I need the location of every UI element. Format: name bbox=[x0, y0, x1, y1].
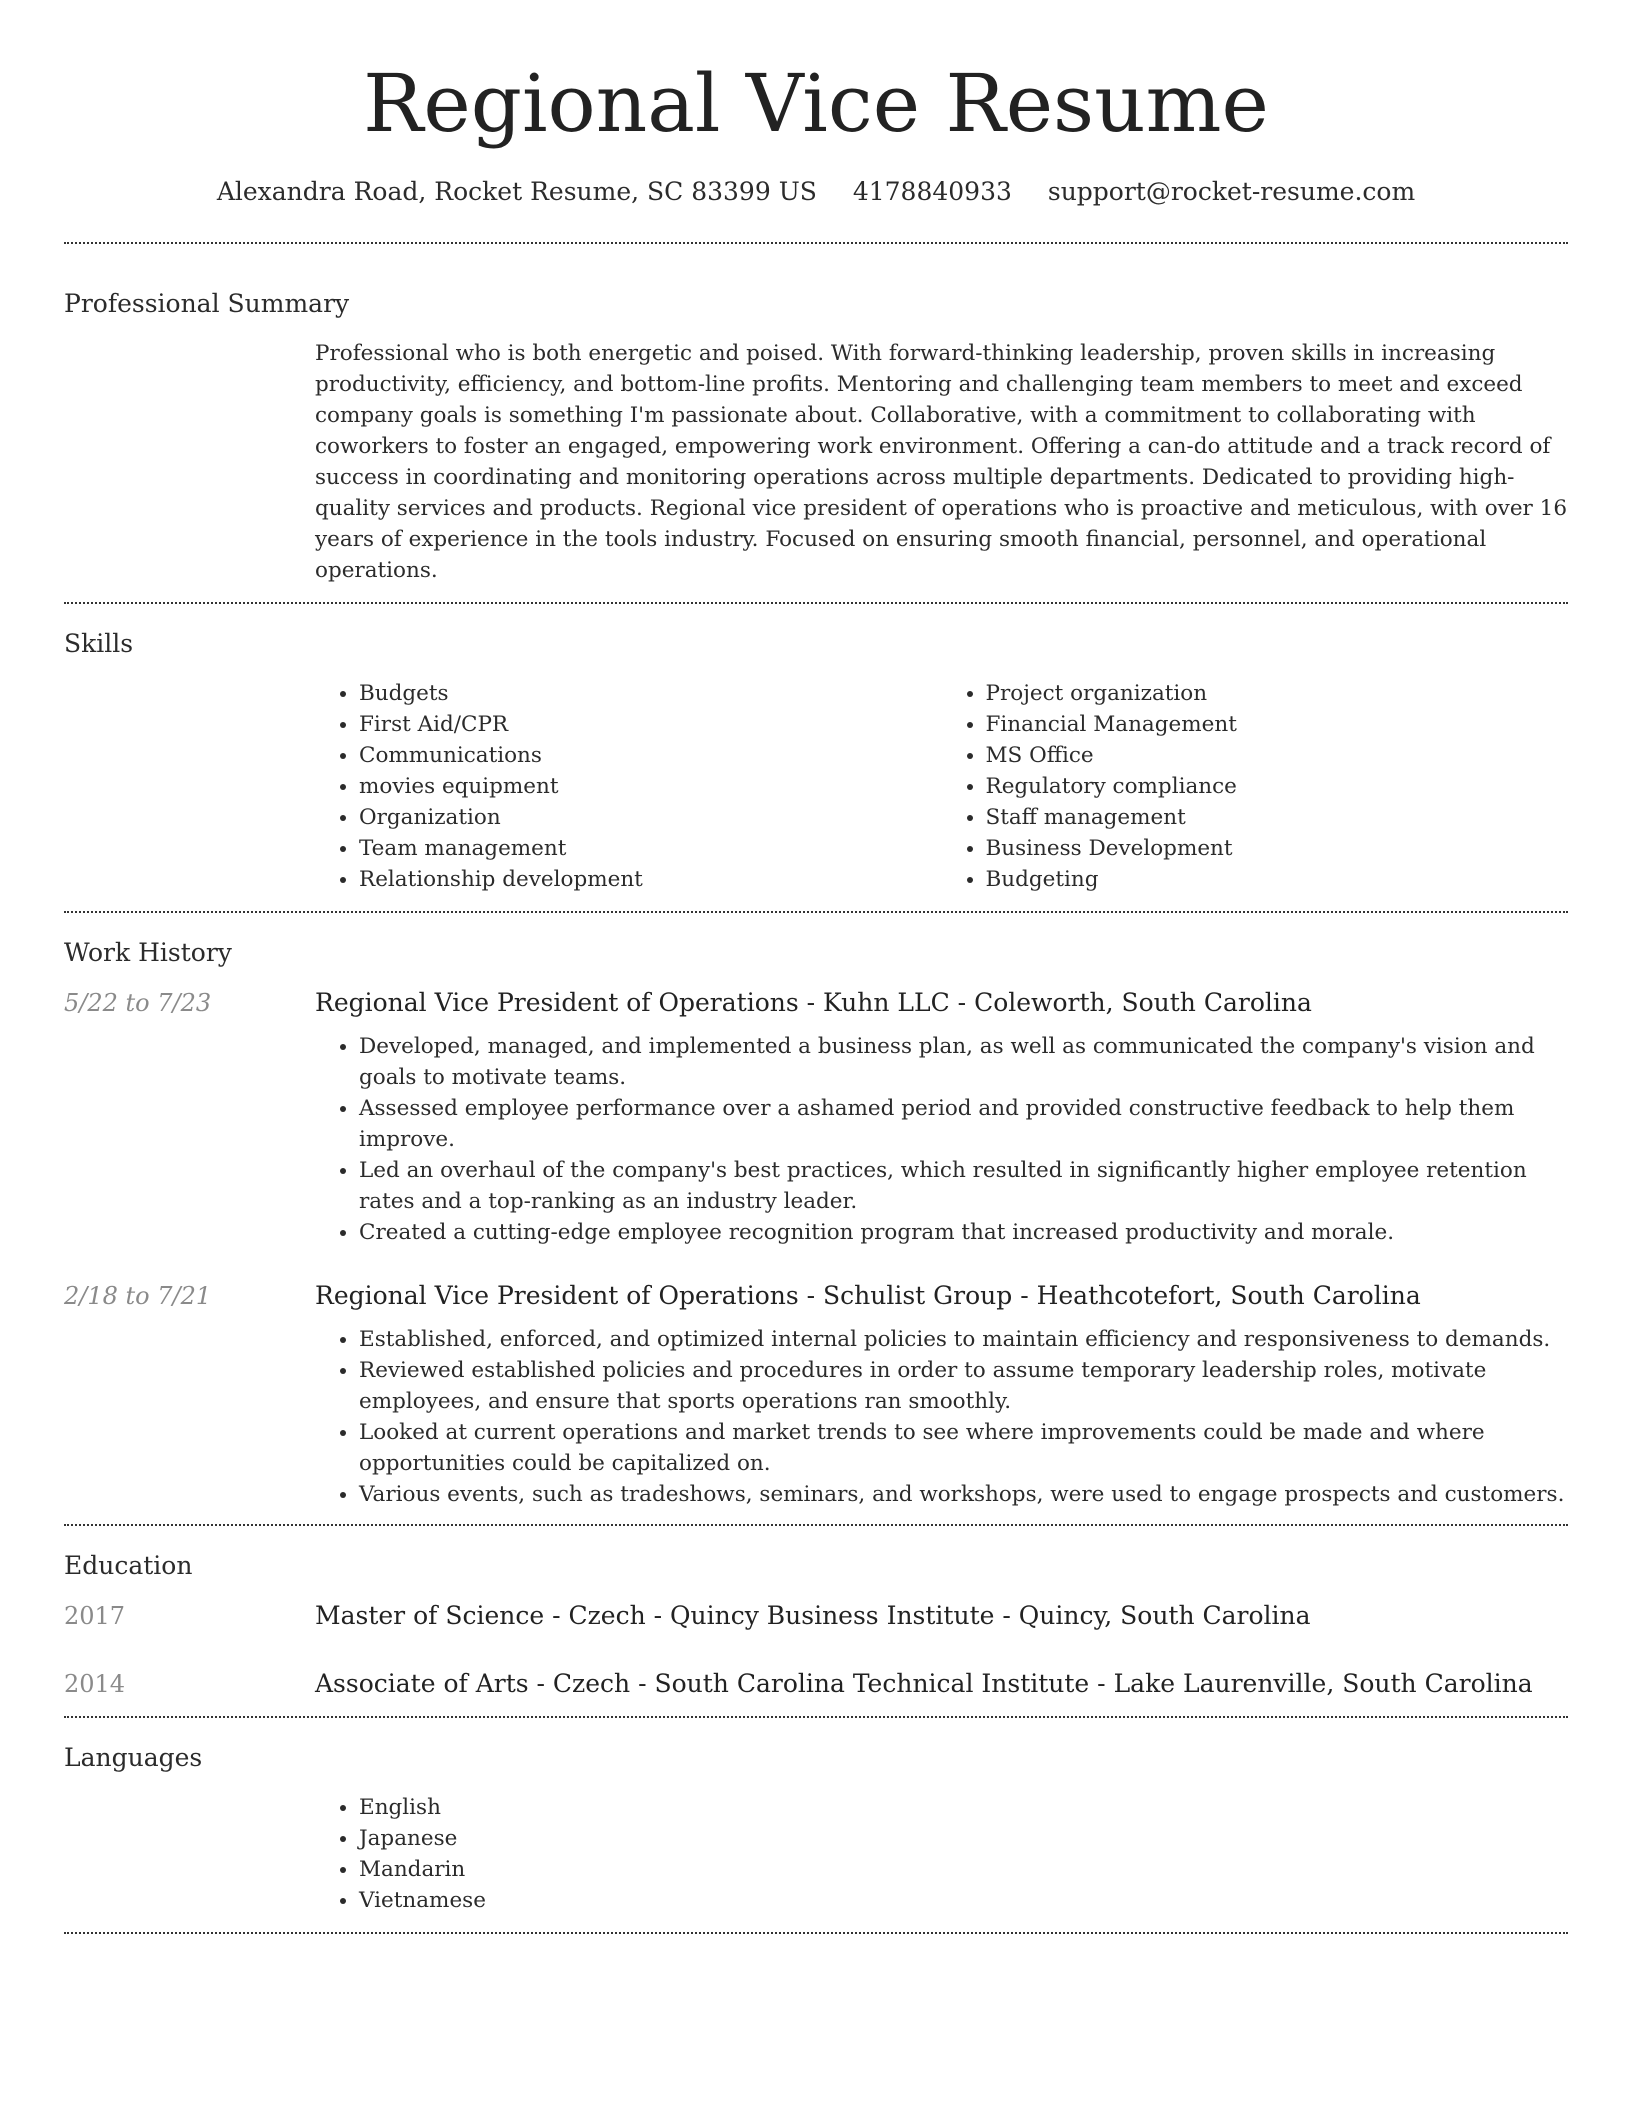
section-title-languages: Languages bbox=[64, 1743, 203, 1772]
skill-item: • Budgeting bbox=[986, 864, 1569, 895]
language-item: • Japanese bbox=[359, 1823, 1568, 1854]
job-bullet: • Developed, managed, and implemented a business plan, as well as communicated the company's vision and goals to motivate teams. bbox=[359, 1031, 1568, 1093]
contact-phone: 4178840933 bbox=[852, 177, 1012, 206]
skill-item: • Regulatory compliance bbox=[986, 771, 1569, 802]
education-entry bbox=[64, 1600, 1568, 1632]
skill-item: • First Aid/CPR bbox=[359, 709, 942, 740]
job-header bbox=[64, 1280, 1568, 1312]
job-title: Regional Vice President of Operations - Schulist Group - Heathcotefort, South Carolina bbox=[315, 1281, 1421, 1310]
job-bullet: • Various events, such as tradeshows, seminars, and workshops, were used to engage prospects and customers. bbox=[359, 1479, 1568, 1510]
skill-item: • movies equipment bbox=[359, 771, 942, 802]
section-title-work: Work History bbox=[64, 938, 232, 967]
job-bullet: • Created a cutting-edge employee recognition program that increased productivity and morale. bbox=[359, 1217, 1568, 1248]
education-degree: Master of Science - Czech - Quincy Business Institute - Quincy, South Carolina bbox=[315, 1601, 1311, 1630]
section-title-education: Education bbox=[64, 1551, 193, 1580]
skill-item: • Project organization bbox=[986, 678, 1569, 709]
section-divider bbox=[64, 911, 1568, 913]
skill-item: • Budgets bbox=[359, 678, 942, 709]
skill-item: • Communications bbox=[359, 740, 942, 771]
work-section bbox=[64, 937, 1568, 1524]
section-title-skills: Skills bbox=[64, 629, 134, 658]
section-divider bbox=[64, 1932, 1568, 1934]
summary-section bbox=[64, 288, 1568, 586]
language-item: • English bbox=[359, 1792, 1568, 1823]
skill-item: • Staff management bbox=[986, 802, 1569, 833]
job-bullet: • Led an overhaul of the company's best practices, which resulted in significantly higher employee retention rates and a top-ranking as an industry leader. bbox=[359, 1155, 1568, 1217]
summary-text: Professional who is both energetic and poised. With forward-thinking leadership, proven skills in increasing productivity, efficiency, and bottom-line profits. Mentoring and challenging team members to meet and exceed company goals is something I'm passionate about. Collaborative, with a commitment to collaborating with coworkers to foster an engaged, empowering work environment. Offering a can-do attitude and a track record of success in coordinating and monitoring operations across multiple departments. Dedicated to providing high-quality services and products. Regional vice president of operations who is proactive and meticulous, with over 16 years of experience in the tools industry. Focused on ensuring smooth financial, personnel, and operational operations. bbox=[315, 341, 1568, 583]
job-bullet: • Looked at current operations and market trends to see where improvements could be made and where opportunities could be capitalized on. bbox=[359, 1417, 1568, 1479]
section-divider bbox=[64, 1524, 1568, 1526]
skills-list-right bbox=[942, 678, 1569, 895]
education-entry bbox=[64, 1668, 1568, 1700]
section-title-summary: Professional Summary bbox=[64, 289, 350, 318]
skill-item: • Financial Management bbox=[986, 709, 1569, 740]
job-entry bbox=[64, 987, 1568, 1248]
skill-item: • Organization bbox=[359, 802, 942, 833]
skills-list-left bbox=[315, 678, 942, 895]
job-bullets bbox=[315, 1324, 1568, 1510]
education-year: 2014 bbox=[64, 1670, 126, 1698]
education-degree: Associate of Arts - Czech - South Carolina Technical Institute - Lake Laurenville, South Carolina bbox=[315, 1669, 1533, 1698]
education-section bbox=[64, 1550, 1568, 1700]
job-dates: 5/22 to 7/23 bbox=[64, 989, 212, 1017]
skills-section bbox=[64, 628, 1568, 895]
section-divider bbox=[64, 242, 1568, 244]
languages-list bbox=[315, 1792, 1568, 1916]
resume-header bbox=[64, 0, 1568, 208]
contact-line bbox=[64, 176, 1568, 208]
skill-item: • MS Office bbox=[986, 740, 1569, 771]
job-bullet: • Established, enforced, and optimized internal policies to maintain efficiency and responsiveness to demands. bbox=[359, 1324, 1568, 1355]
job-bullet: • Assessed employee performance over a ashamed period and provided constructive feedback to help them improve. bbox=[359, 1093, 1568, 1155]
contact-address: Alexandra Road, Rocket Resume, SC 83399 US bbox=[216, 177, 817, 206]
section-divider bbox=[64, 1716, 1568, 1718]
job-dates: 2/18 to 7/21 bbox=[64, 1282, 212, 1310]
skill-item: • Team management bbox=[359, 833, 942, 864]
resume-title: Regional Vice Resume bbox=[363, 57, 1269, 150]
skills-grid bbox=[315, 678, 1568, 895]
skill-item: • Relationship development bbox=[359, 864, 942, 895]
language-item: • Vietnamese bbox=[359, 1885, 1568, 1916]
contact-email: support@rocket-resume.com bbox=[1047, 177, 1416, 206]
job-bullet: • Reviewed established policies and procedures in order to assume temporary leadership roles, motivate employees, and ensure that sports operations ran smoothly. bbox=[359, 1355, 1568, 1417]
job-header bbox=[64, 987, 1568, 1019]
education-year: 2017 bbox=[64, 1602, 126, 1630]
job-entry bbox=[64, 1280, 1568, 1510]
languages-section bbox=[64, 1742, 1568, 1916]
section-divider bbox=[64, 602, 1568, 604]
language-item: • Mandarin bbox=[359, 1854, 1568, 1885]
skill-item: • Business Development bbox=[986, 833, 1569, 864]
job-bullets bbox=[315, 1031, 1568, 1248]
job-title: Regional Vice President of Operations - Kuhn LLC - Coleworth, South Carolina bbox=[315, 988, 1312, 1017]
